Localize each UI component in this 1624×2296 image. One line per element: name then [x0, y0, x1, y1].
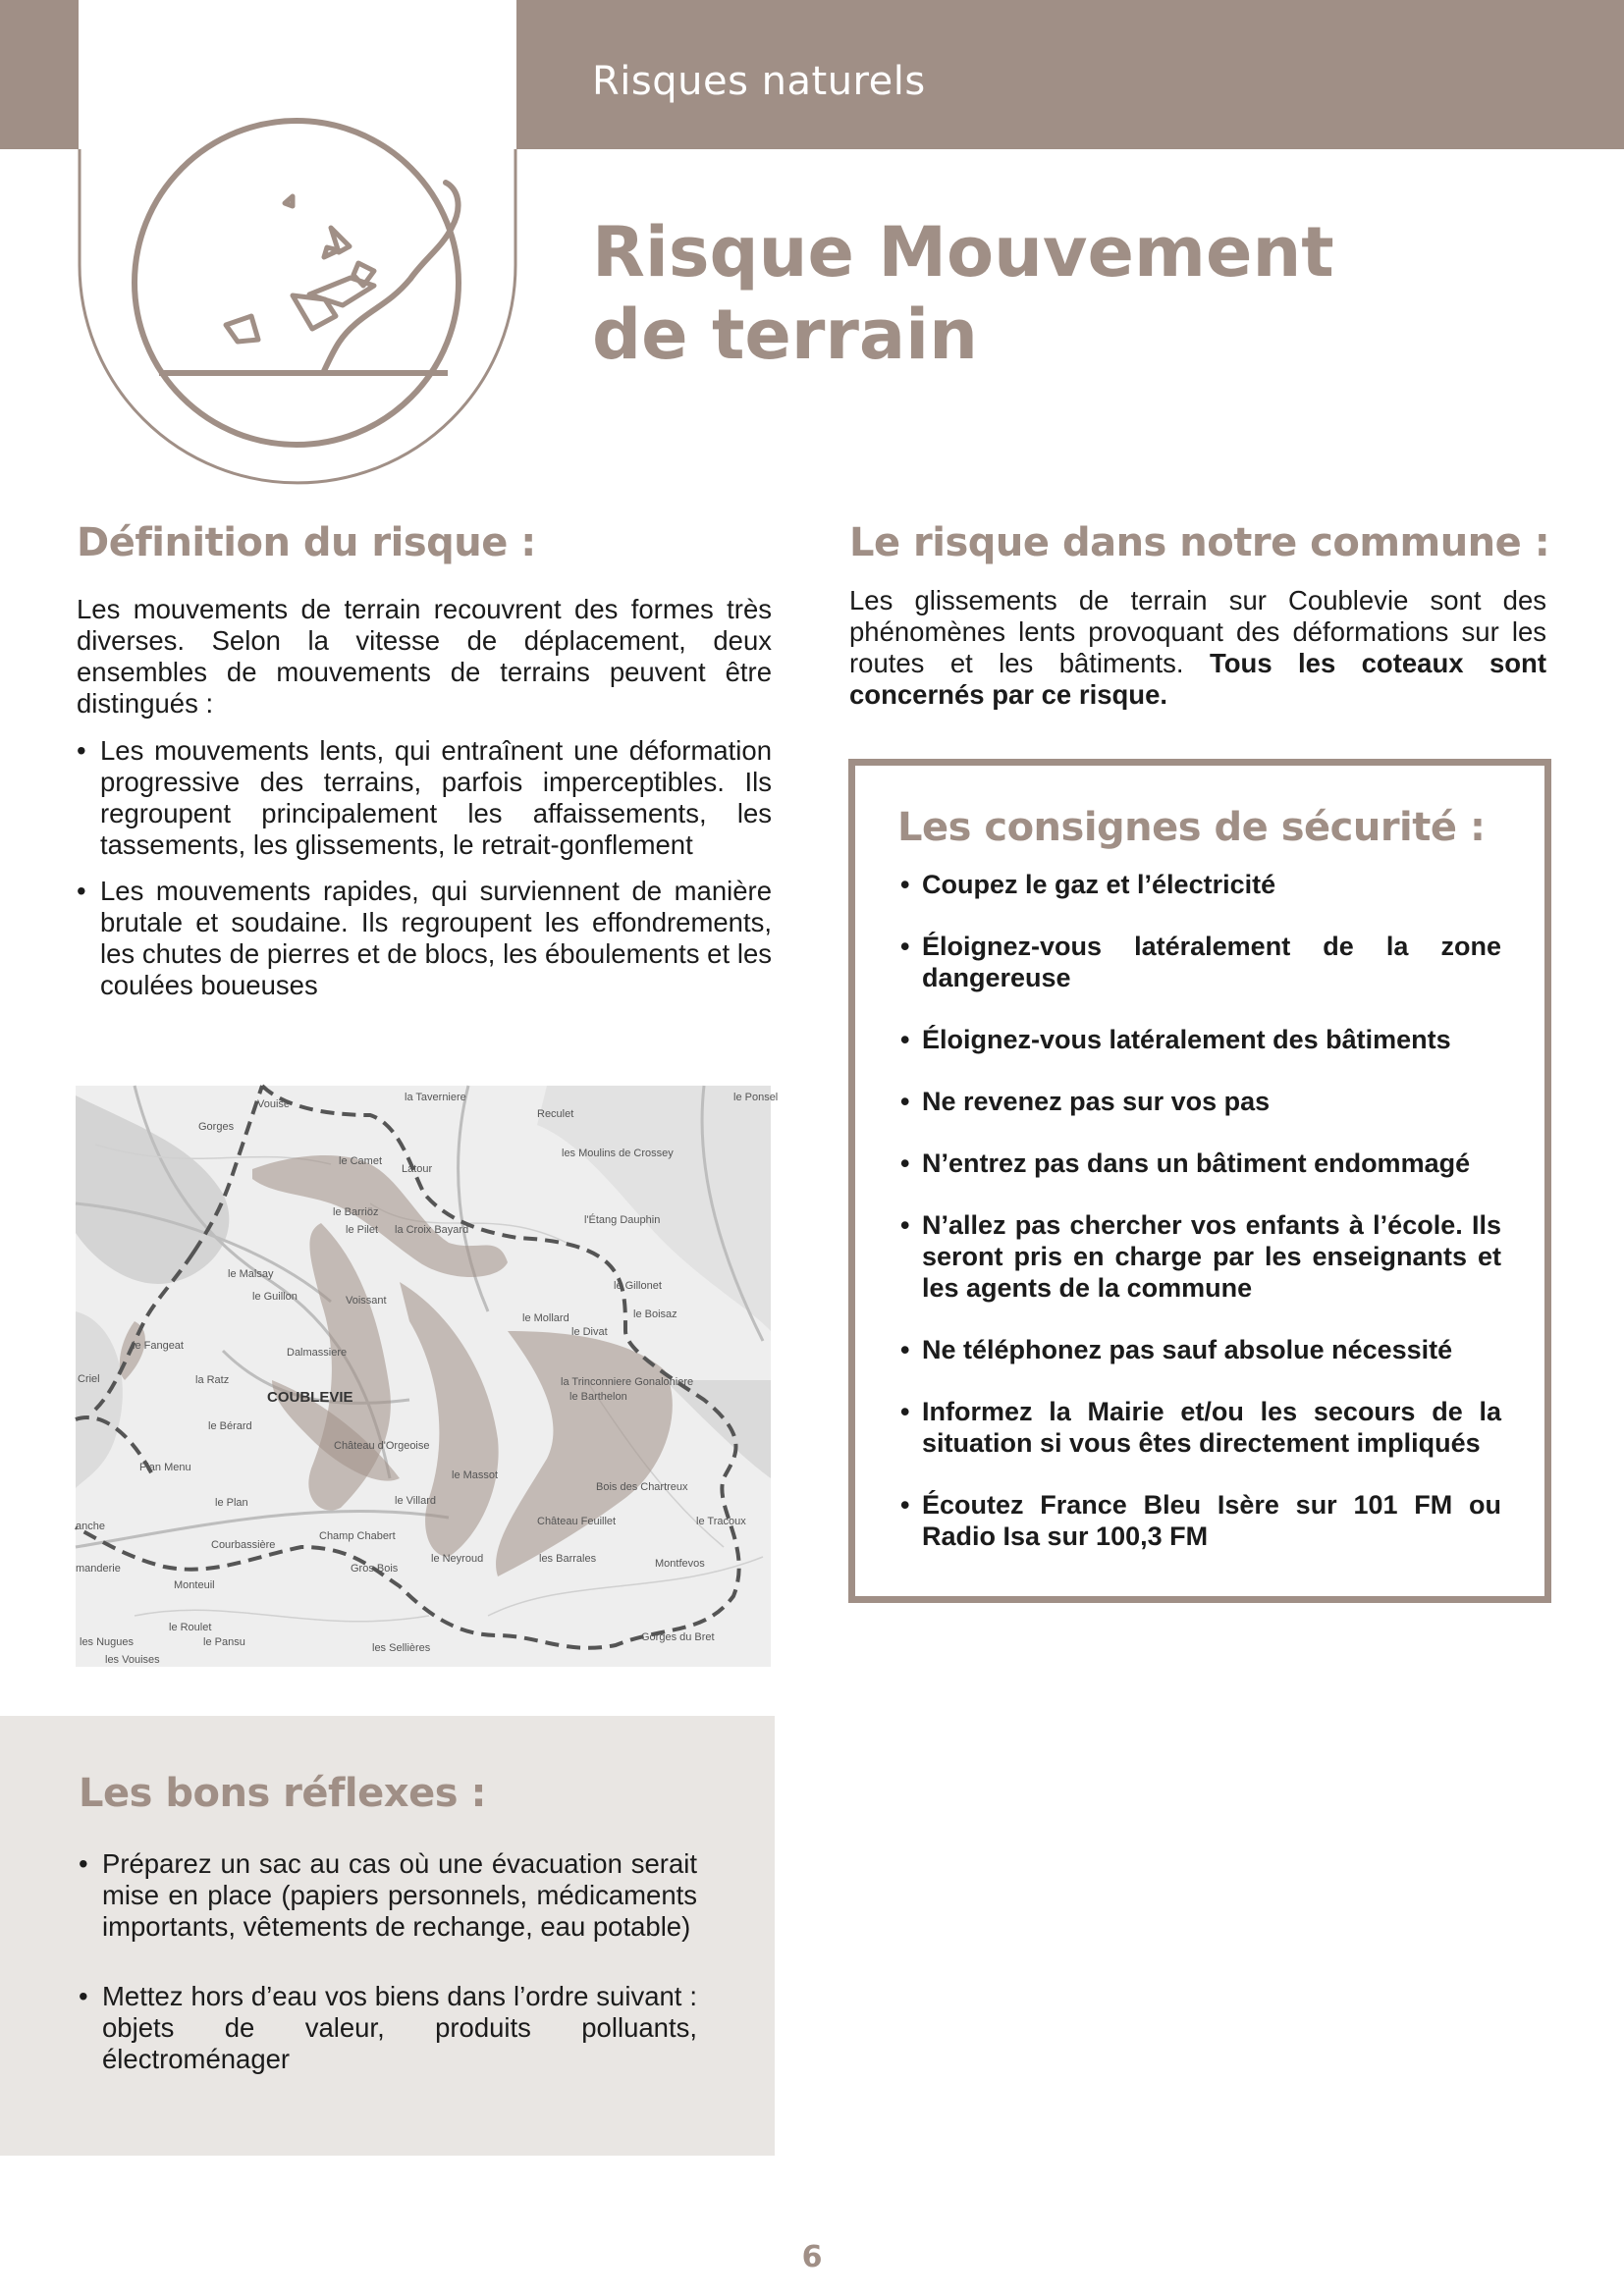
- list-item: • N’entrez pas dans un bâtiment endommagé: [900, 1148, 1501, 1179]
- map-label: le Ponsel: [733, 1092, 779, 1103]
- map-label: la Taverniere: [405, 1092, 466, 1103]
- list-item: • Préparez un sac au cas où une évacuation serait mise en place (papiers personnels, médicaments importants, vêtements de rechange, eau potable): [79, 1848, 697, 1943]
- map-label: Gorges: [198, 1121, 235, 1133]
- map-label: COUBLEVIE: [267, 1389, 353, 1406]
- map-label: Château Feuillet: [537, 1516, 617, 1527]
- reflexes-list: [79, 1848, 697, 2113]
- map-label: Criel: [78, 1373, 100, 1385]
- list-item: • N’allez pas chercher vos enfants à l’école. Ils seront pris en charge par les enseignants et les agents de la commune: [900, 1209, 1501, 1304]
- map-label: le Tracoux: [696, 1516, 746, 1527]
- map-label: Château d'Orgeoise: [334, 1440, 430, 1452]
- map-label: Dalmassiere: [287, 1347, 348, 1359]
- reflexes-heading: Les bons réflexes :: [79, 1771, 486, 1816]
- map-label: le Villard: [395, 1495, 436, 1507]
- map-label: Plan Menu: [139, 1462, 191, 1473]
- consignes-heading: Les consignes de sécurité :: [897, 805, 1486, 850]
- map-label: manderie: [76, 1563, 121, 1575]
- map-label: Gorges du Bret: [641, 1631, 715, 1643]
- list-item: • Éloignez-vous latéralement des bâtiments: [900, 1024, 1501, 1055]
- list-item: • Mettez hors d’eau vos biens dans l’ordre suivant : objets de valeur, produits polluants, électroménager: [79, 1981, 697, 2075]
- risk-map: [76, 1086, 779, 1667]
- map-label: la Trinconniere Gonaloniere: [561, 1376, 694, 1388]
- list-item: • Ne revenez pas sur vos pas: [900, 1086, 1501, 1117]
- map-label: Voissant: [346, 1295, 387, 1307]
- page-title: [592, 211, 1476, 376]
- map-label: l'Étang Dauphin: [584, 1214, 661, 1226]
- map-label: le Barthelon: [569, 1391, 627, 1403]
- list-item: • Coupez le gaz et l’électricité: [900, 869, 1501, 900]
- map-label: la Ratz: [195, 1374, 230, 1386]
- map-label: le Plan: [215, 1497, 248, 1509]
- map-label: le Bérard: [208, 1420, 252, 1432]
- map-label: Latour: [402, 1163, 433, 1175]
- map-label: la Croix Bayard: [395, 1224, 469, 1236]
- map-label: le Boisaz: [633, 1308, 677, 1320]
- list-item: • Écoutez France Bleu Isère sur 101 FM ou Radio Isa sur 100,3 FM: [900, 1489, 1501, 1552]
- section-label: Risques naturels: [592, 59, 926, 104]
- map-label: Vouise: [257, 1098, 291, 1110]
- consignes-box: [848, 759, 1551, 1603]
- list-item: • Les mouvements rapides, qui surviennent de manière brutale et soudaine. Ils regroupent les effondrements, les chutes de pierres et de blocs, les éboulements et les coulées boueuses: [77, 876, 772, 1001]
- consignes-list: [900, 869, 1501, 1582]
- landslide-rocks-icon: [79, 0, 516, 483]
- map-label: Monteuil: [174, 1579, 215, 1591]
- list-item: • Ne téléphonez pas sauf absolue nécessité: [900, 1334, 1501, 1365]
- definition-section: [77, 594, 772, 1016]
- map-label: le Barriöz: [333, 1206, 379, 1218]
- page-number: 6: [801, 2240, 823, 2274]
- definition-list: [77, 735, 772, 1001]
- commune-heading: Le risque dans notre commune :: [849, 520, 1550, 565]
- map-label: le Roulet: [169, 1622, 212, 1633]
- map-label: Gros Bois: [351, 1563, 399, 1575]
- list-item: • Les mouvements lents, qui entraînent une déformation progressive des terrains, parfois imperceptibles. Ils regroupent principalement les affaissements, les tassements, les glissements, le retrait-gonflement: [77, 735, 772, 861]
- map-label: les Moulins de Crossey: [562, 1148, 674, 1159]
- map-label: Courbassière: [211, 1539, 276, 1551]
- map-label: Reculet: [537, 1108, 574, 1120]
- commune-description: Les glissements de terrain sur Coublevie sont des phénomènes lents provoquant des déformations sur les routes et les bâtiments.: [849, 585, 1546, 678]
- map-label: le Guillon: [252, 1291, 298, 1303]
- map-label: les Barrales: [539, 1553, 597, 1565]
- list-item: • Éloignez-vous latéralement de la zone dangereuse: [900, 931, 1501, 993]
- map-label: les Nugues: [80, 1636, 135, 1648]
- map-label: le Fangeat: [133, 1340, 184, 1352]
- map-label: Bois des Chartreux: [596, 1481, 688, 1493]
- map-label: le Massot: [452, 1469, 499, 1481]
- page-title-line2: de terrain: [592, 294, 978, 375]
- map-label: le Malsay: [228, 1268, 274, 1280]
- map-label: anche: [76, 1521, 105, 1532]
- reflexes-panel: [0, 1716, 775, 2156]
- map-label: le Camet: [339, 1155, 383, 1167]
- definition-intro: Les mouvements de terrain recouvrent des formes très diverses. Selon la vitesse de déplacement, deux ensembles de mouvements de terrains peuvent être distingués :: [77, 594, 772, 719]
- map-label: les Vouises: [105, 1654, 160, 1666]
- commune-text: [849, 585, 1546, 711]
- page-title-line1: Risque Mouvement: [592, 212, 1334, 293]
- map-label: le Divat: [571, 1326, 608, 1338]
- map-label: le Mollard: [522, 1312, 569, 1324]
- map-label: le Neyroud: [431, 1553, 484, 1565]
- map-label: les Sellières: [372, 1642, 431, 1654]
- map-label: Montfevos: [655, 1558, 705, 1570]
- commune-emphasis: Tous les coteaux sont concernés par ce risque.: [849, 648, 1547, 710]
- list-item: • Informez la Mairie et/ou les secours de la situation si vous êtes directement impliqués: [900, 1396, 1501, 1459]
- map-label: le Pilet: [346, 1224, 379, 1236]
- map-label: le Pansu: [203, 1636, 245, 1648]
- map-label: Champ Chabert: [319, 1530, 396, 1542]
- definition-heading: Définition du risque :: [77, 520, 536, 565]
- map-label: le Gillonet: [614, 1280, 662, 1292]
